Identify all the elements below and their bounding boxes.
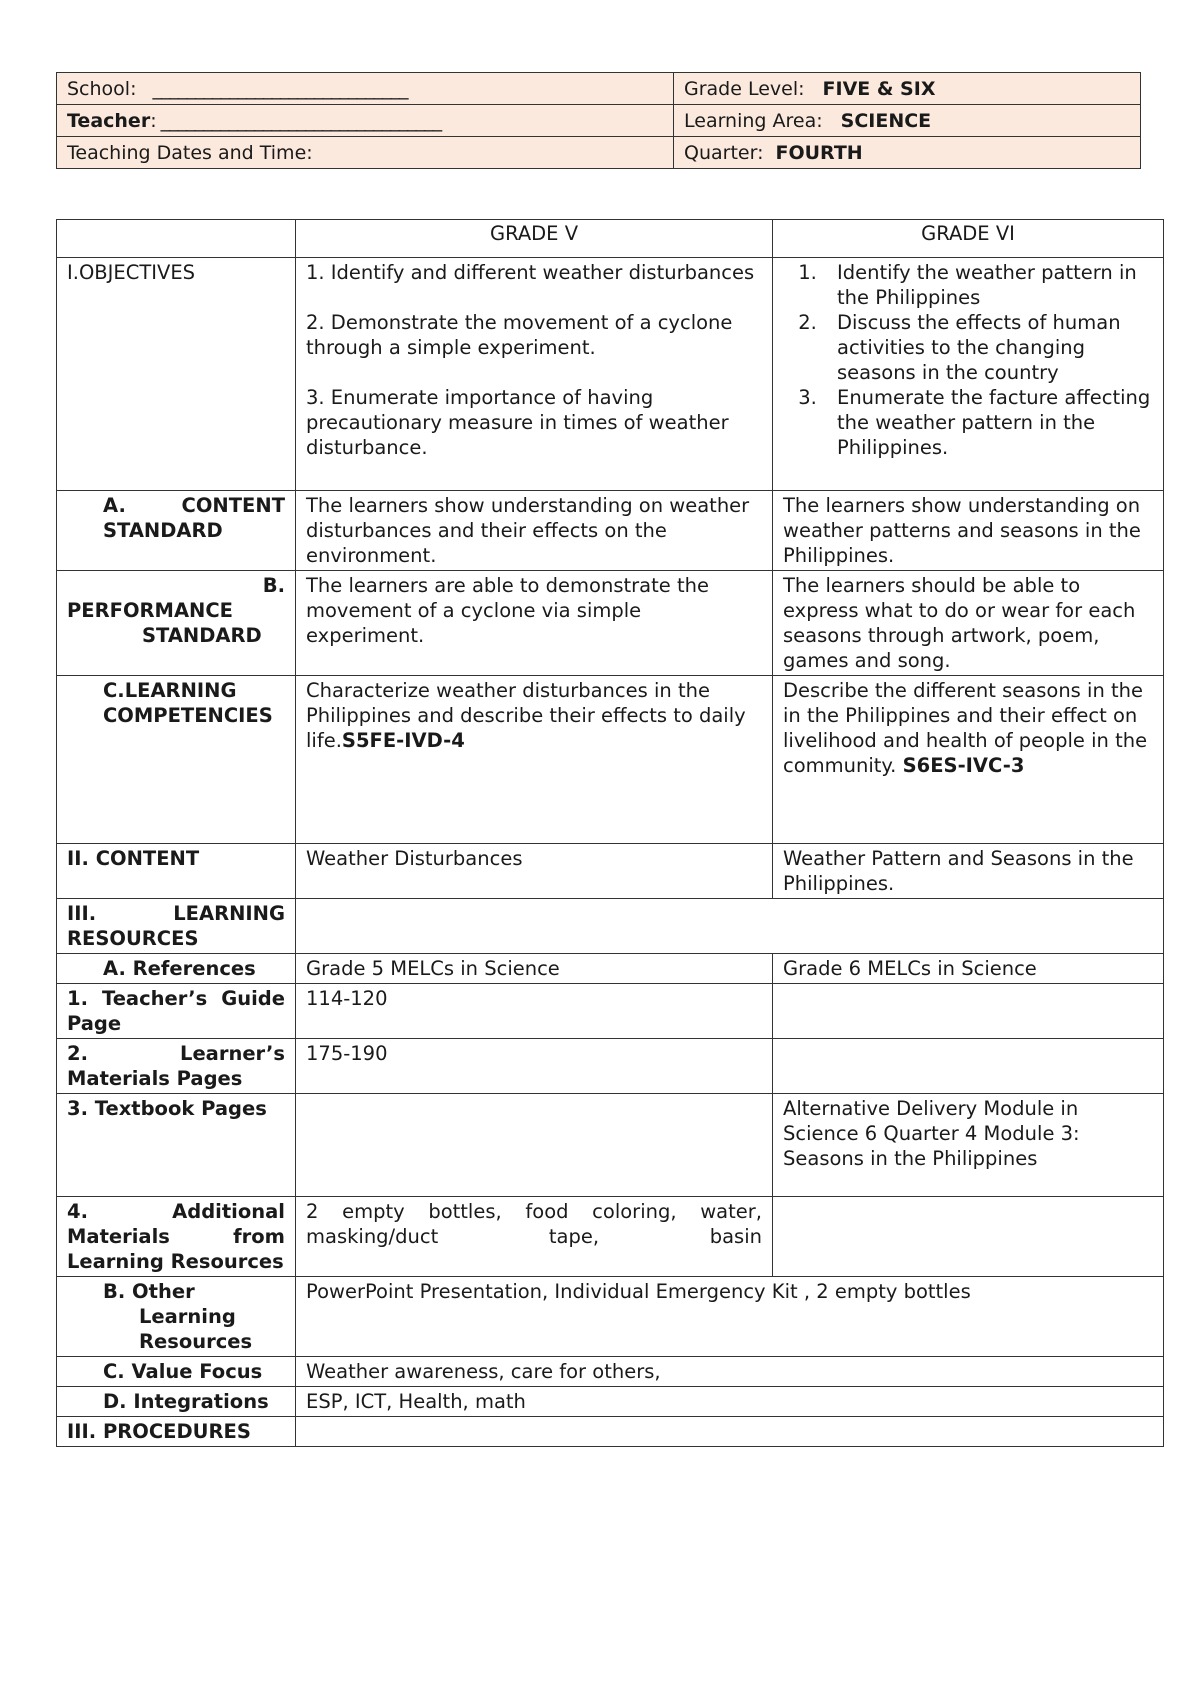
- value-focus-label: C. Value Focus: [57, 1357, 296, 1387]
- learners-materials-label-b: Learner’s: [180, 1042, 285, 1065]
- content-standard-label-a: A.: [103, 494, 126, 517]
- learning-competencies-label-a: C.LEARNING: [103, 679, 237, 702]
- grade5-competencies-text: Characterize weather disturbances in the Philippines and describe their effects to daily life.: [306, 679, 746, 752]
- dates-label: Teaching Dates and Time:: [67, 141, 313, 164]
- learning-area-label: Learning Area:: [684, 109, 823, 132]
- header-row-teacher: [57, 105, 1141, 137]
- learners-materials-row: [57, 1039, 1164, 1094]
- grade6-objective-3: 3. Enumerate the facture affecting the weather pattern in the Philippines.: [823, 385, 1153, 460]
- value-focus-value: Weather awareness, care for others,: [296, 1357, 1164, 1387]
- school-blank: ______________________________: [152, 77, 408, 100]
- header-table: [56, 72, 1141, 169]
- procedures-label: III. PROCEDURES: [57, 1417, 296, 1447]
- content-standard-row: [57, 491, 1164, 571]
- learning-competencies-label: [57, 676, 296, 844]
- learning-competencies-label-b: COMPETENCIES: [103, 704, 273, 727]
- content-row: [57, 844, 1164, 899]
- other-resources-value: PowerPoint Presentation, Individual Emergency Kit , 2 empty bottles: [296, 1277, 1164, 1357]
- grade5-objectives: [296, 258, 773, 491]
- grade5-content: Weather Disturbances: [296, 844, 773, 899]
- quarter-label: Quarter:: [684, 141, 764, 164]
- content-standard-label-b: CONTENT: [181, 494, 285, 517]
- header-row-school: [57, 73, 1141, 105]
- objectives-row: [57, 258, 1164, 491]
- dates-cell: [57, 137, 674, 169]
- learning-area-value: SCIENCE: [840, 109, 932, 132]
- grade6-objective-1: 1. Identify the weather pattern in the Philippines: [823, 260, 1153, 310]
- grade5-objective-2: 2. Demonstrate the movement of a cyclone through a simple experiment.: [306, 311, 733, 359]
- integrations-value: ESP, ICT, Health, math: [296, 1387, 1164, 1417]
- learning-competencies-row: [57, 676, 1164, 844]
- performance-standard-label-a: B.: [262, 574, 285, 597]
- grade5-content-standard: The learners show understanding on weather disturbances and their effects on the environment.: [296, 491, 773, 571]
- additional-materials-row: [57, 1197, 1164, 1277]
- learning-resources-value: [296, 899, 1164, 954]
- quarter-cell: [674, 137, 1141, 169]
- grade-level-cell: [674, 73, 1141, 105]
- grade6-content: Weather Pattern and Seasons in the Philippines.: [773, 844, 1164, 899]
- grade5-header: GRADE V: [296, 220, 773, 258]
- grade5-additional-materials-text: 2 empty bottles, food coloring, water, masking/duct tape, basin: [306, 1200, 762, 1248]
- grade5-additional-materials: [296, 1197, 773, 1277]
- school-label: School:: [67, 77, 137, 100]
- references-label: A. References: [57, 954, 296, 984]
- lesson-plan-table: [56, 219, 1164, 1447]
- grade5-textbook: [296, 1094, 773, 1197]
- additional-materials-label-e: Learning Resources: [67, 1250, 284, 1273]
- objectives-label: I.OBJECTIVES: [57, 258, 296, 491]
- other-resources-row: [57, 1277, 1164, 1357]
- grade5-competencies: [296, 676, 773, 844]
- textbook-label: 3. Textbook Pages: [57, 1094, 296, 1197]
- procedures-value: [296, 1417, 1164, 1447]
- learners-materials-label: [57, 1039, 296, 1094]
- grade6-competencies-text: Describe the different seasons in the in the Philippines and their effect on livelihood and health of people in the community.: [783, 679, 1148, 777]
- corner-cell: [57, 220, 296, 258]
- additional-materials-label-a: 4.: [67, 1200, 88, 1223]
- additional-materials-label-c: Materials: [67, 1225, 170, 1248]
- grade6-competencies-code: S6ES-IVC-3: [902, 754, 1025, 777]
- teacher-blank: : _________________________________: [150, 109, 442, 132]
- grade5-objective-3: 3. Enumerate importance of having precautionary measure in times of weather disturbance.: [306, 386, 729, 459]
- grade-header-row: [57, 220, 1164, 258]
- additional-materials-label-d: from: [233, 1225, 285, 1248]
- grade6-competencies: [773, 676, 1164, 844]
- learning-area-cell: [674, 105, 1141, 137]
- integrations-row: [57, 1387, 1164, 1417]
- grade6-objectives: [773, 258, 1164, 491]
- grade6-learners-materials: [773, 1039, 1164, 1094]
- content-standard-label-c: STANDARD: [103, 519, 223, 542]
- learning-resources-label-a: III.: [67, 902, 97, 925]
- learners-materials-label-a: 2.: [67, 1042, 88, 1065]
- grade6-objective-2: 2. Discuss the effects of human activities to the changing seasons in the country: [823, 310, 1153, 385]
- teachers-guide-label-a: 1. Teacher’s Guide: [67, 987, 285, 1010]
- grade6-content-standard: The learners show understanding on weather patterns and seasons in the Philippines.: [773, 491, 1164, 571]
- other-resources-label-c: Resources: [139, 1330, 253, 1353]
- performance-standard-label-b: PERFORMANCE: [67, 599, 233, 622]
- grade6-references: Grade 6 MELCs in Science: [773, 954, 1164, 984]
- grade6-objectives-list: [783, 260, 1153, 460]
- grade-level-value: FIVE & SIX: [822, 77, 936, 100]
- textbook-row: [57, 1094, 1164, 1197]
- procedures-row: [57, 1417, 1164, 1447]
- quarter-value: FOURTH: [775, 141, 863, 164]
- performance-standard-label: [57, 571, 296, 676]
- grade5-references: Grade 5 MELCs in Science: [296, 954, 773, 984]
- learning-resources-row: [57, 899, 1164, 954]
- other-resources-label: [57, 1277, 296, 1357]
- grade5-competencies-code: S5FE-IVD-4: [341, 729, 465, 752]
- additional-materials-label: [57, 1197, 296, 1277]
- performance-standard-label-c: STANDARD: [142, 624, 262, 647]
- grade6-performance-standard: The learners should be able to express what to do or wear for each seasons through artwork, poem, games and song.: [773, 571, 1164, 676]
- integrations-label: D. Integrations: [57, 1387, 296, 1417]
- learning-resources-label: [57, 899, 296, 954]
- additional-materials-label-b: Additional: [172, 1200, 285, 1223]
- learning-resources-label-b: LEARNING: [173, 902, 285, 925]
- references-row: [57, 954, 1164, 984]
- teachers-guide-label-b: Page: [67, 1012, 122, 1035]
- grade6-teachers-guide: [773, 984, 1164, 1039]
- value-focus-row: [57, 1357, 1164, 1387]
- grade6-additional-materials: [773, 1197, 1164, 1277]
- teacher-label: Teacher: [67, 109, 151, 132]
- grade5-objective-1: 1. Identify and different weather disturbances: [306, 261, 755, 284]
- other-resources-label-b: Learning: [139, 1305, 236, 1328]
- content-label: II. CONTENT: [57, 844, 296, 899]
- grade5-learners-materials: 175-190: [296, 1039, 773, 1094]
- learning-resources-label-c: RESOURCES: [67, 927, 199, 950]
- teachers-guide-label: [57, 984, 296, 1039]
- grade6-textbook: Alternative Delivery Module in Science 6 Quarter 4 Module 3: Seasons in the Philippines: [773, 1094, 1164, 1197]
- header-row-dates: [57, 137, 1141, 169]
- other-resources-label-a: B. Other: [103, 1280, 195, 1303]
- teachers-guide-row: [57, 984, 1164, 1039]
- performance-standard-row: [57, 571, 1164, 676]
- grade5-teachers-guide: 114-120: [296, 984, 773, 1039]
- teacher-cell: [57, 105, 674, 137]
- school-cell: [57, 73, 674, 105]
- grade-level-label: Grade Level:: [684, 77, 805, 100]
- grade6-header: GRADE VI: [773, 220, 1164, 258]
- learners-materials-label-c: Materials Pages: [67, 1067, 243, 1090]
- content-standard-label: [57, 491, 296, 571]
- grade5-performance-standard: The learners are able to demonstrate the movement of a cyclone via simple experiment.: [296, 571, 773, 676]
